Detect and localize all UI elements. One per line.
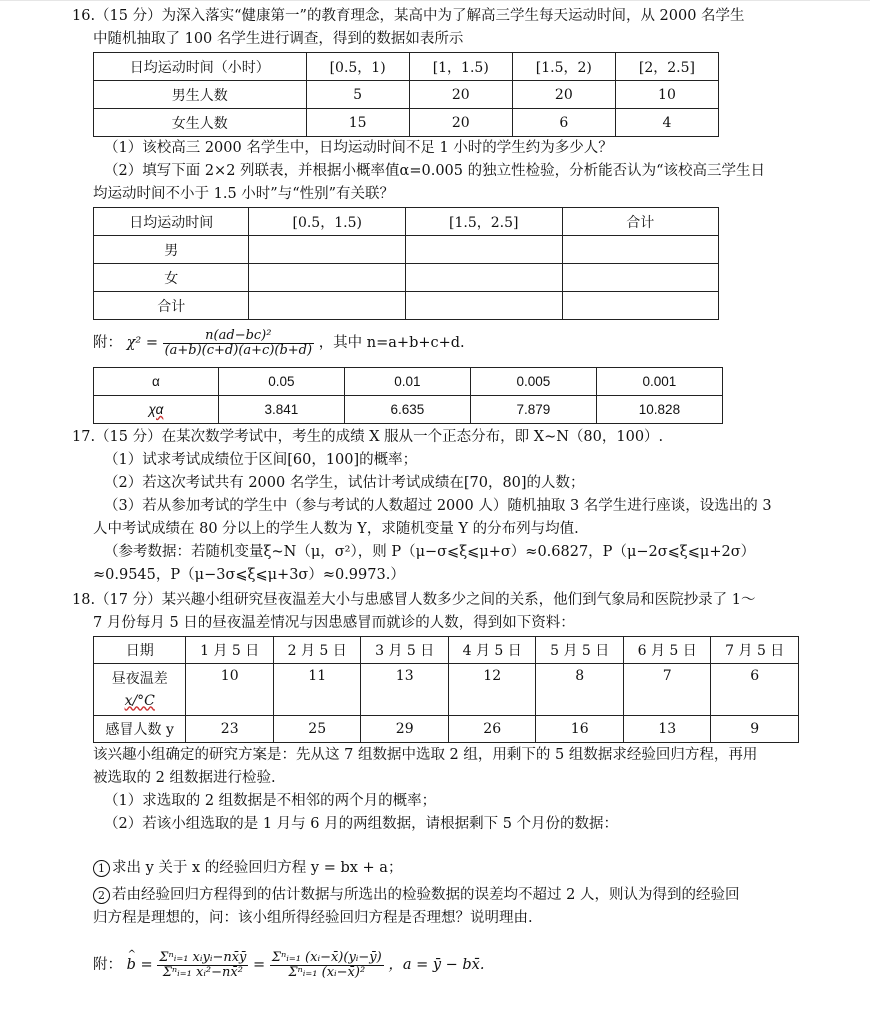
formula-tail: ，a = ȳ − bx̄. (388, 957, 485, 973)
sub1-text: 求出 y 关于 x 的经验回归方程 y = bx + a； (112, 860, 403, 876)
table-cell: 合计 (94, 292, 249, 320)
table-cell (94, 396, 219, 424)
q18-sub1 (93, 858, 402, 878)
table-cell: 0.001 (596, 368, 722, 396)
q16-part1: （1）该校高三 2000 名学生中，日均运动时间不足 1 小时的学生约为多少人？ (104, 140, 613, 156)
table-header: 7 月 5 日 (711, 637, 799, 664)
table-header: 6 月 5 日 (623, 637, 711, 664)
q17-part2: （2）若这次考试共有 2000 名学生，试估计考试成绩在[70，80]的人数； (104, 475, 585, 491)
table-cell (249, 292, 406, 320)
formula-prefix: 附： (93, 335, 122, 351)
formula-fraction (163, 329, 315, 358)
chi-alpha-symbol: χα (148, 402, 164, 417)
table-cell (562, 264, 718, 292)
fraction-numerator: n(ad−bc)² (163, 329, 315, 344)
table-cell: 15 (306, 109, 409, 137)
page-top-border (0, 0, 870, 1)
table-header: 合计 (562, 208, 718, 236)
table-cell: 11 (273, 664, 361, 716)
table-cell: 4 (615, 109, 718, 137)
table-cell: 5 (306, 81, 409, 109)
table-cell: 20 (409, 81, 512, 109)
temp-label-line2: x/°C (124, 692, 155, 709)
table-cell (249, 264, 406, 292)
table-cell: 10.828 (596, 396, 722, 424)
table-cell: 7 (623, 664, 711, 716)
table-cell (405, 264, 562, 292)
q18-data-table (93, 636, 799, 743)
q16-critical-value-table (93, 367, 723, 424)
table-header: 日均运动时间 (94, 208, 249, 236)
table-cell (249, 236, 406, 264)
table-header: 日期 (94, 637, 186, 664)
table-header: 3 月 5 日 (361, 637, 449, 664)
q16-stem-line2: 中随机抽取了 100 名学生进行调查，得到的数据如表所示 (93, 31, 464, 47)
formula-prefix: 附： (93, 957, 122, 973)
q17-part1: （1）试求考试成绩位于区间[60，100]的概率； (104, 452, 418, 468)
q18-regression-formula (93, 943, 484, 987)
table-header: 1 月 5 日 (186, 637, 274, 664)
table-cell: 6 (711, 664, 799, 716)
table-cell (405, 292, 562, 320)
formula-fraction-2 (270, 951, 384, 980)
fraction-denominator: (a+b)(c+d)(a+c)(b+d) (164, 342, 313, 358)
table-cell: 13 (361, 664, 449, 716)
table-cell: 8 (536, 664, 624, 716)
b-hat-lhs: ^ b = (127, 943, 153, 987)
sub2-text: 若由经验回归方程得到的估计数据与所选出的检验数据的误差均不超过 2 人，则认为得到的经验回 (112, 887, 740, 903)
table-header: 日均运动时间（小时） (94, 53, 307, 81)
table-cell: 26 (448, 716, 536, 743)
table-cell: 16 (536, 716, 624, 743)
q18-plan-line2: 被选取的 2 组数据进行检验. (93, 770, 276, 786)
q16-part2-line1: （2）填写下面 2×2 列联表，并根据小概率值α=0.005 的独立性检验，分析能否认为“该校高三学生日 (104, 163, 766, 179)
q17-reference-line2: ≈0.9545，P（μ−3σ⩽ξ⩽μ+3σ）≈0.9973.） (93, 567, 405, 583)
q17-part3-line1: （3）若从参加考试的学生中（参与考试的人数超过 2000 人）随机抽取 3 名学生进行座谈，设选出的 3 (104, 498, 772, 514)
table-header: [1.5，2) (512, 53, 615, 81)
table-header: [1.5，2.5] (405, 208, 562, 236)
table-cell: 9 (711, 716, 799, 743)
table-cell: 25 (273, 716, 361, 743)
circled-number: 2 (93, 887, 110, 904)
table-cell: 20 (512, 81, 615, 109)
q17-reference-line1: （参考数据：若随机变量ξ~N（μ，σ²），则 P（μ−σ⩽ξ⩽μ+σ）≈0.6827，P（μ−2σ⩽ξ⩽μ+2σ） (104, 544, 756, 560)
table-header: [2，2.5] (615, 53, 718, 81)
table-cell: 29 (361, 716, 449, 743)
q18-stem-line2: 7 月份每月 5 日的昼夜温差情况与因患感冒而就诊的人数，得到如下资料： (93, 615, 575, 631)
table-cell: 7.879 (470, 396, 596, 424)
table-cell: 0.01 (344, 368, 470, 396)
table-header: 2 月 5 日 (273, 637, 361, 664)
table-row-label: 感冒人数 y (94, 716, 186, 743)
table-cell: 6 (512, 109, 615, 137)
table-cell: 0.05 (218, 368, 344, 396)
table-cell (562, 292, 718, 320)
q18-stem-line1: 18.（17 分）某兴趣小组研究昼夜温差大小与患感冒人数多少之间的关系，他们到气象局和医院抄录了 1～ (72, 592, 756, 608)
table-cell: 20 (409, 109, 512, 137)
q18-sub2-line2: 归方程是理想的，问：该小组所得经验回归方程是否理想？说明理由. (93, 910, 533, 926)
q17-stem: 17.（15 分）在某次数学考试中，考生的成绩 X 服从一个正态分布，即 X∼N（80，100）. (72, 429, 664, 445)
q18-plan-line1: 该兴趣小组确定的研究方案是：先从这 7 组数据中选取 2 组，用剩下的 5 组数据求经验回归方程，再用 (93, 747, 758, 763)
table-cell: 13 (623, 716, 711, 743)
q16-data-table (93, 52, 719, 137)
formula-fraction-1 (157, 951, 248, 980)
formula-suffix: ，其中 n=a+b+c+d. (318, 335, 465, 351)
table-header: [1，1.5) (409, 53, 512, 81)
table-cell: 0.005 (470, 368, 596, 396)
q16-contingency-table (93, 207, 719, 320)
table-cell: α (94, 368, 219, 396)
q17-part3-line2: 人中考试成绩在 80 分以上的学生人数为 Y，求随机变量 Y 的分布列与均值. (93, 521, 579, 537)
table-cell: 10 (186, 664, 274, 716)
formula-equals: = (253, 957, 266, 973)
q16-chi-square-formula (93, 324, 465, 362)
q18-part2: （2）若该小组选取的是 1 月与 6 月的两组数据，请根据剩下 5 个月份的数据： (104, 816, 619, 832)
fraction-denominator: Σⁿᵢ₌₁ xᵢ²−nx̄² (162, 964, 243, 980)
table-cell: 女生人数 (94, 109, 307, 137)
table-cell: 6.635 (344, 396, 470, 424)
q16-part2-line2: 均运动时间不小于 1.5 小时”与“性别”有关联？ (93, 186, 395, 202)
table-header: [0.5，1.5) (249, 208, 406, 236)
fraction-denominator: Σⁿᵢ₌₁ (xᵢ−x̄)² (288, 964, 366, 980)
table-header: 4 月 5 日 (448, 637, 536, 664)
table-header: [0.5，1) (306, 53, 409, 81)
table-cell: 男 (94, 236, 249, 264)
table-cell: 10 (615, 81, 718, 109)
table-row-label (94, 664, 186, 716)
table-header: 5 月 5 日 (536, 637, 624, 664)
temp-label-line1: 昼夜温差 (111, 670, 168, 687)
fraction-numerator: Σⁿᵢ₌₁ (xᵢ−x̄)(yᵢ−ȳ) (271, 949, 382, 965)
table-cell: 男生人数 (94, 81, 307, 109)
table-cell (405, 236, 562, 264)
q18-part1: （1）求选取的 2 组数据是不相邻的两个月的概率； (104, 793, 437, 809)
table-cell: 12 (448, 664, 536, 716)
q16-stem-line1: 16.（15 分）为深入落实“健康第一”的教育理念，某高中为了解高三学生每天运动时间，从 2000 名学生 (72, 8, 745, 24)
formula-lhs: χ² = (126, 335, 158, 351)
table-cell: 女 (94, 264, 249, 292)
table-cell: 23 (186, 716, 274, 743)
table-cell: 3.841 (218, 396, 344, 424)
circled-number: 1 (93, 860, 110, 877)
table-cell (562, 236, 718, 264)
q18-sub2-line1 (93, 885, 739, 905)
fraction-numerator: Σⁿᵢ₌₁ xᵢyᵢ−nx̄ȳ (159, 949, 247, 965)
